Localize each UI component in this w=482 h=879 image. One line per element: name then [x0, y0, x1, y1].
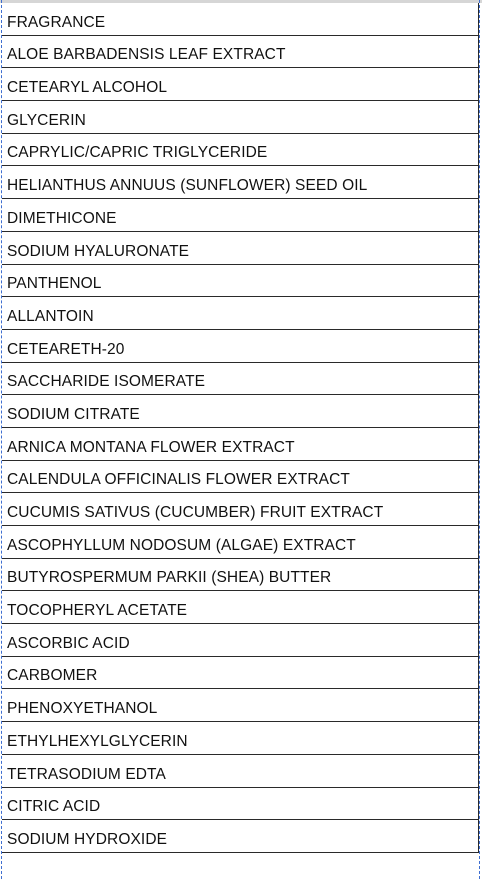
list-item: [2, 461, 479, 494]
ingredient-list: [2, 3, 479, 853]
list-item: [2, 265, 479, 298]
ingredient-label: CALENDULA OFFICINALIS FLOWER EXTRACT: [7, 471, 350, 489]
ingredient-label: SACCHARIDE ISOMERATE: [7, 373, 206, 391]
list-item: [2, 755, 479, 788]
list-item: [2, 232, 479, 265]
list-item: [2, 624, 479, 657]
ingredient-label: FRAGRANCE: [7, 13, 106, 31]
list-item: [2, 363, 479, 396]
list-item: [2, 526, 479, 559]
ingredient-label: CAPRYLIC/CAPRIC TRIGLYCERIDE: [7, 144, 268, 162]
list-item: [2, 820, 479, 853]
list-item: [2, 68, 479, 101]
list-item: [2, 689, 479, 722]
list-item: [2, 559, 479, 592]
ingredient-label: SODIUM HYDROXIDE: [7, 830, 168, 848]
ingredient-label: DIMETHICONE: [7, 209, 117, 227]
list-item: [2, 199, 479, 232]
list-item: [2, 428, 479, 461]
list-item: [2, 493, 479, 526]
ingredient-label: BUTYROSPERMUM PARKII (SHEA) BUTTER: [7, 569, 332, 587]
ingredient-label: CETEARYL ALCOHOL: [7, 79, 168, 97]
list-item: [2, 166, 479, 199]
ingredient-label: ARNICA MONTANA FLOWER EXTRACT: [7, 438, 295, 456]
ingredient-label: CARBOMER: [7, 667, 98, 685]
list-item: [2, 297, 479, 330]
list-item: [2, 330, 479, 363]
ingredient-label: ASCORBIC ACID: [7, 634, 130, 652]
ingredient-label: TOCOPHERYL ACETATE: [7, 602, 188, 620]
list-item: [2, 722, 479, 755]
list-item: [2, 395, 479, 428]
ingredient-label: ASCOPHYLLUM NODOSUM (ALGAE) EXTRACT: [7, 536, 356, 554]
ingredient-label: GLYCERIN: [7, 111, 86, 129]
ingredient-label: CITRIC ACID: [7, 798, 101, 816]
ingredient-label: ALLANTOIN: [7, 307, 94, 325]
ingredient-label: CUCUMIS SATIVUS (CUCUMBER) FRUIT EXTRACT: [7, 504, 384, 521]
ingredient-label: SODIUM HYALURONATE: [7, 242, 190, 260]
list-item: [2, 134, 479, 167]
ingredient-label: CETEARETH-20: [7, 340, 125, 358]
ingredient-label: HELIANTHUS ANNUUS (SUNFLOWER) SEED OIL: [7, 177, 368, 195]
list-item: [2, 591, 479, 624]
list-item: [2, 101, 479, 134]
list-item: [2, 657, 479, 690]
ingredient-label: PHENOXYETHANOL: [7, 700, 158, 718]
ingredient-label: ETHYLHEXYLGLYCERIN: [7, 732, 188, 750]
list-item: [2, 36, 479, 69]
list-item: [2, 3, 479, 36]
list-item: [2, 788, 479, 821]
ingredient-label: SODIUM CITRATE: [7, 405, 140, 423]
ingredient-label: PANTHENOL: [7, 275, 102, 293]
ingredient-label: TETRASODIUM EDTA: [7, 765, 166, 783]
ingredient-label: ALOE BARBADENSIS LEAF EXTRACT: [7, 46, 286, 64]
right-dashed-guide: [479, 0, 480, 879]
